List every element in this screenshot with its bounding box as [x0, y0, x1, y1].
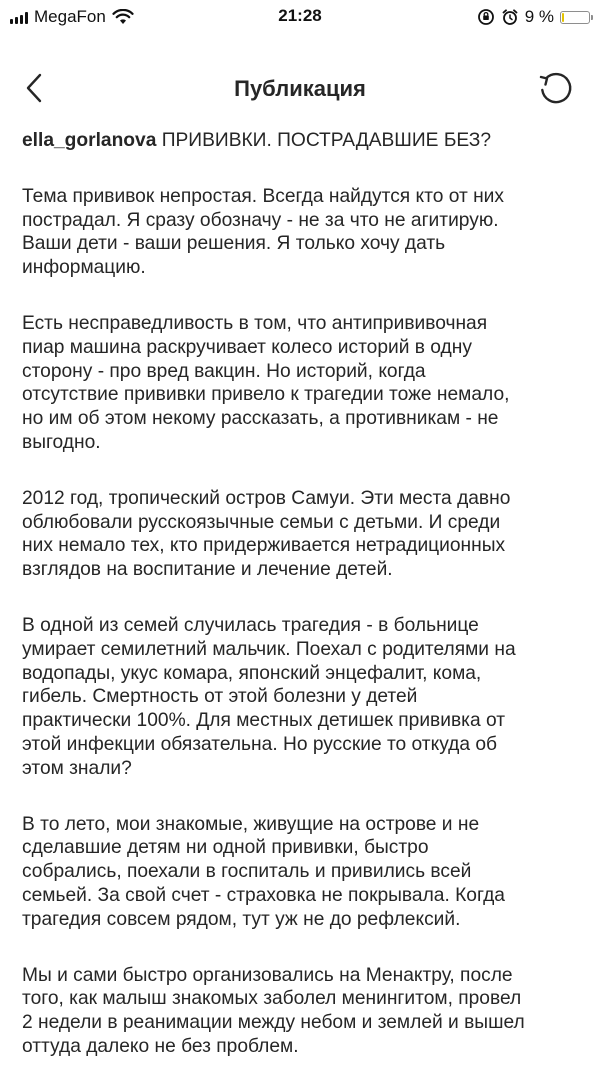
refresh-icon[interactable] — [536, 68, 576, 108]
orientation-lock-icon — [477, 8, 495, 26]
caption-paragraph: В то лето, мои знакомые, живущие на острове и не сделавшие детям ни одной прививки, быстро собрались, поехали в госпиталь и привились всей семьей. За свой счет - страховка не покрывала. Когда трагедия совсем рядом, тут уж не до рефлексий. — [22, 813, 505, 930]
caption-paragraph: В одной из семей случилась трагедия - в больнице умирает семилетний мальчик. Поехал с родителями на водопады, укус комара, японский энцефалит, кома, гибель. Смертность от этой болезни у детей практически 100%. Для местных детишек прививка от этой инфекции обязательна. Но русские то откуда об этом знали? — [22, 614, 516, 779]
caption-paragraph: Есть несправедливость в том, что антипрививочная пиар машина раскручивает колесо историй в одну сторону - про вред вакцин. Но историй, когда отсутствие прививки привело к трагедии тоже немало, но им об этом некому рассказать, а противникам - не выгодно. — [22, 312, 510, 453]
caption-title: ПРИВИВКИ. ПОСТРАДАВШИЕ БЕЗ? — [161, 130, 492, 151]
battery-percent: 9 % — [524, 7, 554, 26]
carrier-name: MegaFon — [34, 7, 106, 26]
caption-paragraph: Мы и сами быстро организовались на Менактру, после того, как малыш знакомых заболел менингитом, провел 2 недели в реанимации между небом и землей и вышел оттуда далеко не без проблем. — [22, 964, 525, 1057]
nav-header — [0, 56, 600, 122]
status-bar — [0, 0, 600, 40]
alarm-icon — [501, 8, 519, 26]
battery-level — [562, 13, 564, 22]
caption-paragraph: Тема прививок непростая. Всегда найдутся кто от них пострадал. Я сразу обозначу - не за что не агитирую. Ваши дети - ваши решения. Я только хочу дать информацию. — [22, 185, 504, 279]
caption-paragraph: 2012 год, тропический остров Самуи. Эти места давно облюбовали русскоязычные семьи с детьми. И среди них немало тех, кто придерживается нетрадиционных взглядов на воспитание и лечение детей. — [22, 487, 511, 581]
caption-header — [22, 129, 582, 153]
post-caption — [22, 129, 582, 1091]
battery-icon — [560, 11, 590, 24]
status-time: 21:28 — [278, 6, 322, 25]
post-username[interactable]: ella_gorlanova — [22, 130, 157, 151]
page-title: Публикация — [234, 76, 366, 101]
status-right — [477, 6, 590, 28]
